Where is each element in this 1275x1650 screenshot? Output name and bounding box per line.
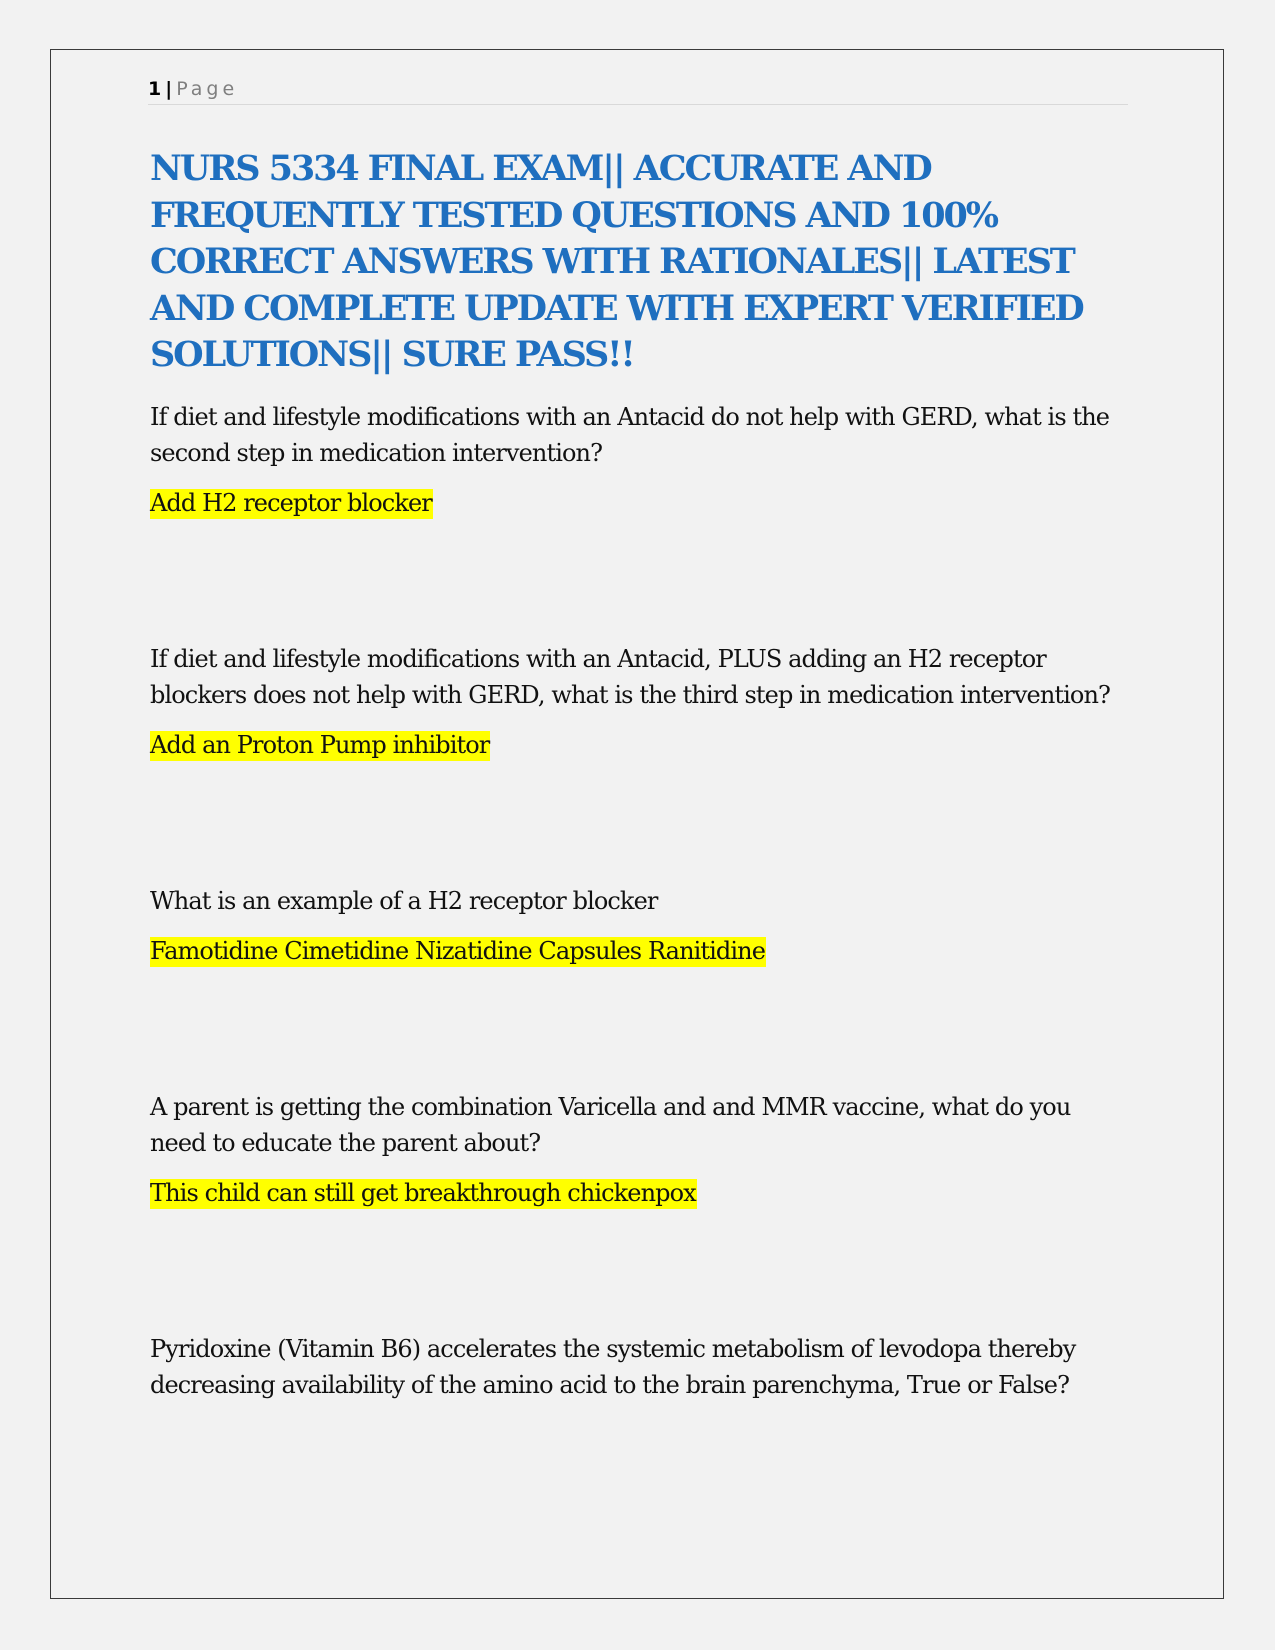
page-label: Page — [176, 78, 239, 100]
answer-highlight: Famotidine Cimetidine Nizatidine Capsules Ranitidine — [150, 936, 766, 965]
qa-item — [150, 641, 1125, 763]
document-body — [150, 146, 1125, 1403]
question-text: If diet and lifestyle modifications with an Antacid, PLUS adding an H2 receptor blockers does not help with GERD, what is the third step in medication intervention? — [150, 644, 1110, 709]
page-header — [148, 74, 1128, 105]
answer-highlight: Add an Proton Pump inhibitor — [150, 730, 490, 759]
question-text: A parent is getting the combination Varicella and and MMR vaccine, what do you need to educate the parent about? — [150, 1092, 1071, 1157]
answer-text — [150, 933, 1125, 969]
document-title: NURS 5334 FINAL EXAM|| ACCURATE AND FREQUENTLY TESTED QUESTIONS AND 100% CORRECT ANSWERS WITH RATIONALES|| LATEST AND COMPLETE UPDATE WITH EXPERT VERIFIED SOLUTIONS|| SURE PASS!! — [150, 148, 1083, 375]
spacer — [150, 969, 1125, 1089]
qa-item — [150, 399, 1125, 521]
qa-item — [150, 1089, 1125, 1211]
answer-text — [150, 727, 1125, 763]
question-text: If diet and lifestyle modifications with an Antacid do not help with GERD, what is the second step in medication intervention? — [150, 402, 1110, 467]
question-text: Pyridoxine (Vitamin B6) accelerates the systemic metabolism of levodopa thereby decreasing availability of the amino acid to the brain parenchyma, True or False? — [150, 1334, 1076, 1399]
answer-text — [150, 1175, 1125, 1211]
answer-highlight: Add H2 receptor blocker — [150, 488, 432, 517]
spacer — [150, 1211, 1125, 1331]
page-separator: | — [165, 78, 173, 100]
spacer — [150, 521, 1125, 641]
qa-item — [150, 1331, 1125, 1403]
qa-item — [150, 883, 1125, 969]
question-text: What is an example of a H2 receptor blocker — [150, 886, 658, 915]
spacer — [150, 763, 1125, 883]
page-number: 1 — [148, 78, 162, 100]
answer-text — [150, 485, 1125, 521]
answer-highlight: This child can still get breakthrough chickenpox — [150, 1178, 696, 1207]
